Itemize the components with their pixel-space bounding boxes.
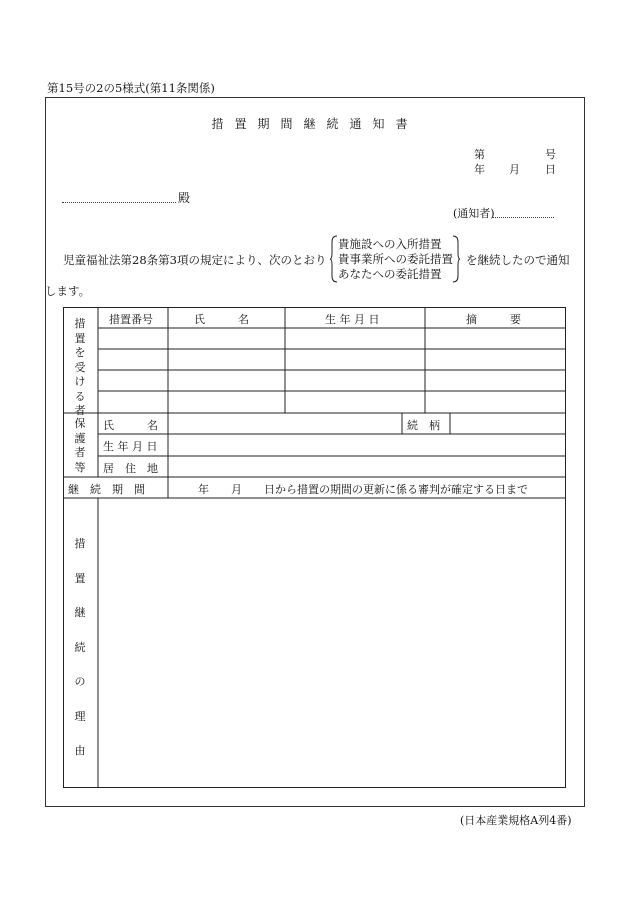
addressee-field[interactable] <box>62 190 176 203</box>
continuation-label: 継 続 期 間 <box>68 483 145 496</box>
document-title: 措置期間継続通知書 <box>211 117 419 131</box>
form-number: 第15号の2の5様式(第11条関係) <box>47 81 215 95</box>
header-measure-no: 措置番号 <box>109 313 153 326</box>
header-birthdate: 生 年 月 日 <box>325 313 380 326</box>
date-month: 月 <box>509 163 520 176</box>
table-grid <box>63 307 566 788</box>
continuation-period-text: 年 月 日から措置の期間の更新に係る審判が確定する日まで <box>198 483 528 496</box>
header-remarks: 摘 要 <box>466 313 521 326</box>
notifier-label: (通知者) <box>453 207 495 220</box>
reason-label: 措置継続の理由 <box>74 537 86 757</box>
ref-number-prefix: 第 <box>474 148 485 161</box>
measure-options <box>330 235 460 283</box>
ref-number-suffix: 号 <box>545 148 556 161</box>
option-facility: 貴施設への入所措置 <box>338 237 442 251</box>
body-tail-2: します。 <box>45 284 91 298</box>
guardian-section-label: 保護者等 <box>74 417 86 474</box>
date-day: 日 <box>545 163 556 176</box>
notifier-field[interactable] <box>492 205 554 218</box>
recipient-section-label: 措置を受ける者 <box>74 317 86 417</box>
date-year: 年 <box>474 163 485 176</box>
body-tail: を継続したので通知 <box>466 253 570 267</box>
header-name: 氏 名 <box>194 313 249 326</box>
option-office: 貴事業所への委託措置 <box>338 252 453 266</box>
paper-size-note: (日本産業規格A列4番) <box>460 814 572 827</box>
addressee-suffix: 殿 <box>178 191 191 205</box>
guardian-name-label: 氏 名 <box>103 419 158 432</box>
option-foster: あなたへの委託措置 <box>338 267 442 281</box>
guardian-address-label: 居 住 地 <box>103 462 158 475</box>
guardian-birthdate-label: 生 年 月 日 <box>103 440 158 453</box>
measure-table <box>63 307 566 788</box>
guardian-relation-label: 続 柄 <box>407 419 440 432</box>
body-lead: 児童福祉法第28条第3項の規定により、次のとおり <box>63 253 327 267</box>
